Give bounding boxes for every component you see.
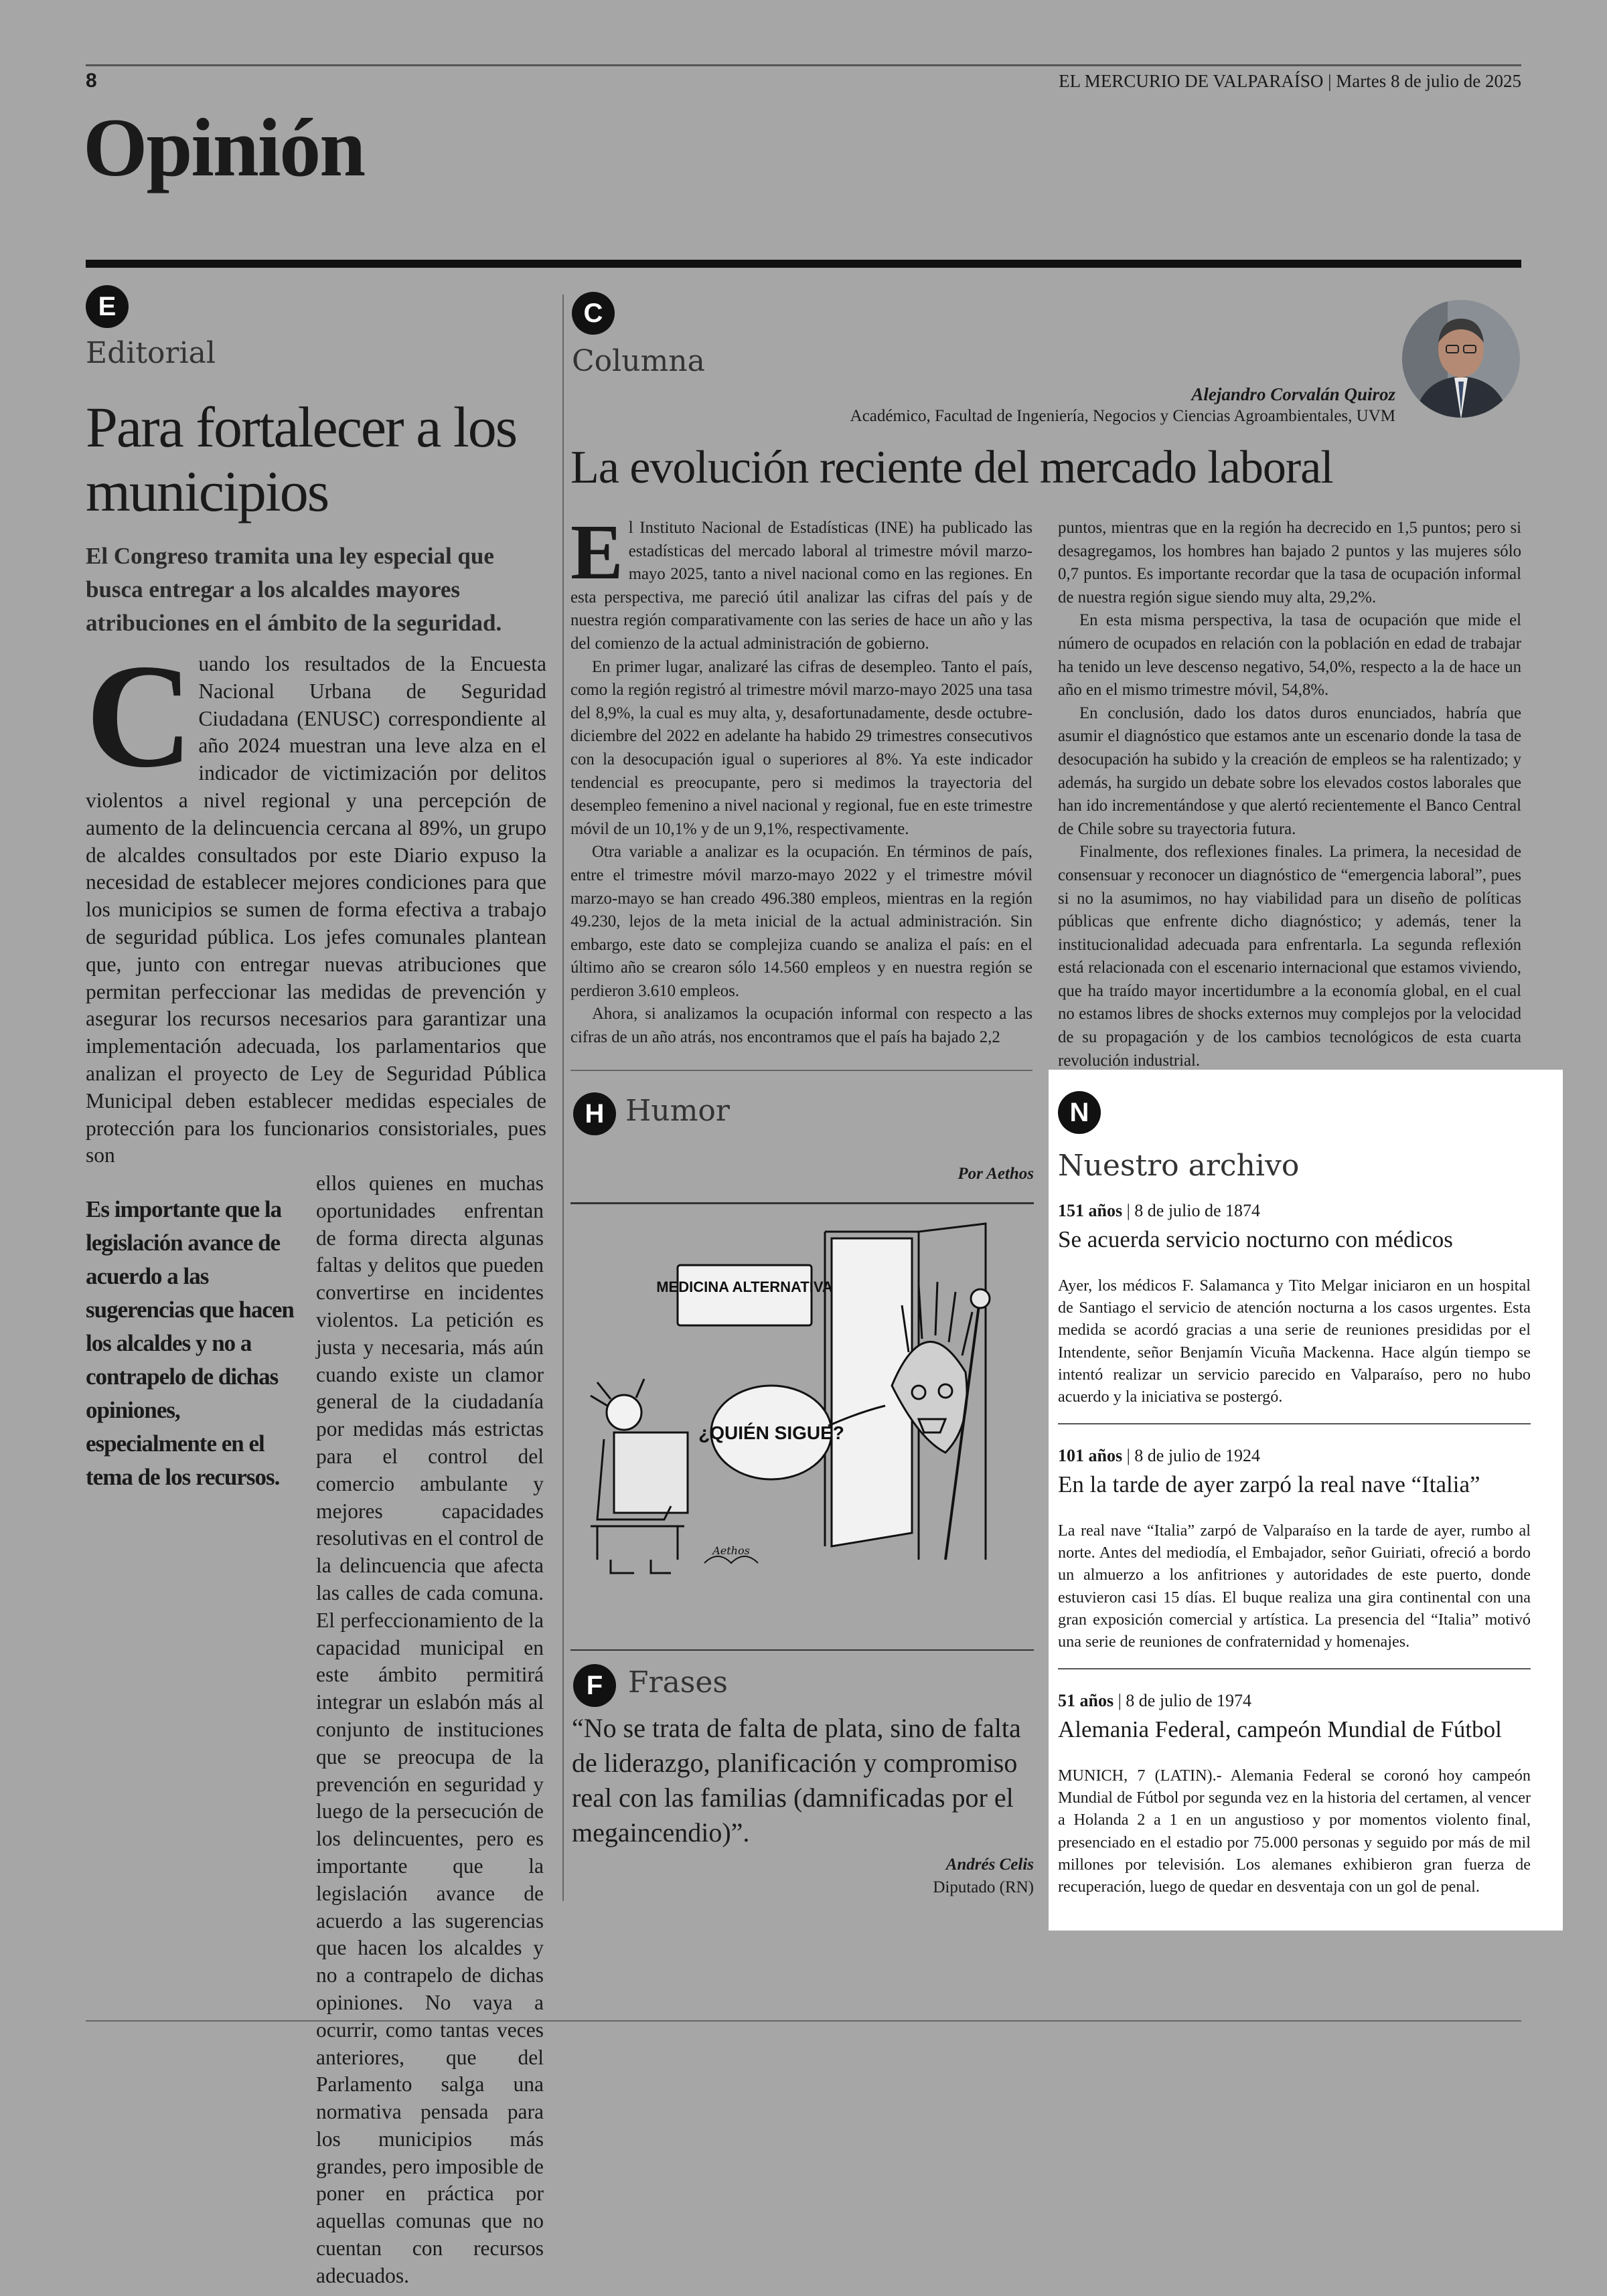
column-paragraph: puntos, mientras que en la región ha decrecido en 1,5 puntos; pero si desagregamos, los hombres han bajado 2 puntos y las mujeres sólo 0,7 puntos. Es importante recordar que la tasa de ocupación informal de nuestra región sigue siendo muy alta, 29,2%.	[1058, 519, 1521, 606]
humor-bottom-rule	[570, 1649, 1034, 1651]
section-heavy-rule	[86, 260, 1521, 268]
column-text-left	[570, 508, 1032, 1059]
archive-item-meta: 151 años | 8 de julio de 1874	[1058, 1201, 1261, 1220]
archive-divider	[1058, 1668, 1531, 1669]
column-headline: La evolución reciente del mercado laboral	[570, 442, 1333, 493]
masthead-line	[1059, 71, 1521, 92]
archive-item	[1058, 1446, 1531, 1653]
humor-label: Humor	[625, 1094, 730, 1128]
author-photo	[1401, 299, 1521, 419]
archive-item-years: 151 años	[1058, 1201, 1123, 1220]
frases-role: Diputado (RN)	[933, 1878, 1034, 1896]
archive-item-meta: 51 años | 8 de julio de 1974	[1058, 1691, 1252, 1710]
archive-item-body: Ayer, los médicos F. Salamanca y Tito Melgar iniciaron en un hospital de Santiago el servicio de atención nocturna a los casos urgentes. Esta medida se acordó gracias a una serie de reuniones presididas por el Intendente, señor Benjamín Vicuña Mackenna. Hace algún tiempo se intentó realizar un servicio parecido en Valparaíso, pero no hubo acuerdo y la iniciativa se postergó.	[1058, 1277, 1531, 1406]
frases-author: Andrés Celis	[945, 1856, 1034, 1874]
cartoon-sign-text: MEDICINA ALTERNATIVA	[656, 1279, 833, 1295]
editorial-headline: Para fortalecer a los municipios	[86, 395, 517, 523]
editorial-badge: E	[86, 285, 129, 328]
humor-badge: H	[573, 1092, 616, 1135]
archive-item-date: 8 de julio de 1874	[1134, 1201, 1261, 1220]
column-label: Columna	[572, 344, 705, 378]
newspaper-name: EL MERCURIO DE VALPARAÍSO	[1059, 71, 1324, 91]
frases-label: Frases	[628, 1665, 728, 1700]
editorial-body-part-1: uando los resultados de la Encuesta Nacional Urbana de Seguridad Ciudadana (ENUSC) correspondiente al año 2024 muestran una leve alza en el indicador de victimización por delitos violentos a nivel regional y una percepción de aumento de la delincuencia cercana al 89%, un grupo de alcaldes consultados por este Diario expuso la necesidad de establecer mejores condiciones para que los municipios se sumen de forma efectiva a trabajo de seguridad pública. Los jefes comunales plantean que, junto con entregar nuevas atribuciones que permitan perfeccionar las medidas de prevención y asegurar los recursos necesarios para garantizar una implementación adecuada, los parlamentarios que analizan el proyecto de Ley de Seguridad Pública Municipal deben establecer medidas especiales de protección para los funcionarios consistoriales, pues son	[86, 652, 546, 1167]
archive-item-years: 51 años	[1058, 1691, 1114, 1710]
editorial-deck: El Congreso tramita una ley especial que busca entregar a los alcaldes mayores atribuciones en el ámbito de la seguridad.	[86, 543, 502, 636]
archive-badge: N	[1058, 1091, 1101, 1134]
column-paragraph: l Instituto Nacional de Estadísticas (INE) ha publicado las estadísticas del mercado laboral al trimestre móvil marzo-mayo 2025, tanto a nivel nacional como en las regiones. En esta perspectiva, me pareció útil analizar las cifras del país y de nuestra región comparativamente con las series de hace un año y las del comienzo de la actual administración de gobierno.	[570, 519, 1032, 653]
editorial-body-part-2: ellos quienes en muchas oportunidades enfrentan de forma directa algunas faltas y delitos que pueden convertirse en incidentes violentos. La petición es justa y necesaria, más aún cuando existe un clamor general de la ciudadanía por medidas más estrictas para el control del comercio ambulante y mejores capacidades resolutivas en el control de la delincuencia que afecta las calles de cada comuna. El perfeccionamiento de la capacidad municipal en este ámbito permitirá integrar un eslabón más al conjunto de instituciones que se preocupa de la prevención en seguridad y luego de la persecución de los delincuentes, pero es importante que la legislación avance de acuerdo a las sugerencias que hacen los alcaldes y no a contrapelo de dichas opiniones. No vaya a ocurrir, como tantas veces anteriores, que del Parlamento salga una normativa pensada para los municipios más grandes, pero imposible de poner en práctica por aquellas comunas que no cuentan con recursos adecuados.	[316, 1171, 544, 2287]
column-drop-cap: E	[570, 508, 623, 596]
archive-item-body: La real nave “Italia” zarpó de Valparaíso en la tarde de ayer, rumbo al norte. Antes del mediodía, el Embajador, señor Guiriati, ofreció a bordo un almuerzo a los anfitriones y autoridades de este puerto, donde estuvieron casi 15 días. El buque realiza una gira continental con una gran exposición comercial y artística. La presencia del “Italia” motivó una serie de reuniones de confraternidad y homenajes.	[1058, 1522, 1531, 1651]
frases-badge: F	[573, 1664, 616, 1707]
archive-item-title: En la tarde de ayer zarpó la real nave “Italia”	[1058, 1471, 1480, 1497]
column-paragraph: Ahora, si analizamos la ocupación informal con respecto a las cifras de un año atrás, nos encontramos que el país ha bajado 2,2	[570, 1005, 1032, 1047]
column-divider	[562, 295, 564, 1901]
editorial-body-top	[86, 634, 546, 1167]
issue-date: Martes 8 de julio de 2025	[1336, 71, 1521, 91]
archive-item-date: 8 de julio de 1974	[1126, 1691, 1252, 1710]
editorial-pull-quote: Es importante que la legislación avance de acuerdo a las sugerencias que hacen los alcaldes y no a contrapelo de dichas opiniones, especialmente en el tema de los recursos.	[86, 1196, 294, 1490]
editorial-body-narrow	[316, 1170, 544, 2287]
archive-divider	[1058, 1423, 1531, 1424]
footer-rule	[86, 2020, 1521, 2022]
archive-item-date: 8 de julio de 1924	[1134, 1446, 1261, 1465]
archive-item-title: Alemania Federal, campeón Mundial de Fútbol	[1058, 1716, 1502, 1742]
column-paragraph: Otra variable a analizar es la ocupación. En términos de país, entre el trimestre móvil marzo-mayo 2022 y el trimestre móvil marzo-mayo se han creado 496.380 empleos, mientras en la región 49.230, lejos de la meta inicial de la actual administración. Sin embargo, este dato se complejiza cuando se analiza el país: en el último año se crearon sólo 14.560 empleos y en nuestra región se perdieron 3.610 empleos.	[570, 843, 1032, 1000]
editorial-label: Editorial	[86, 336, 216, 370]
section-title: Opinión	[83, 102, 365, 193]
archive-box	[1049, 1070, 1563, 1931]
column-badge: C	[572, 292, 615, 335]
cartoon-signature: Aethos	[712, 1544, 750, 1557]
cartoon-bubble-text: ¿QUIÉN SIGUE?	[698, 1422, 844, 1443]
humor-credit: Por Aethos	[958, 1165, 1034, 1183]
column-text-right	[1058, 517, 1521, 1070]
archive-item	[1058, 1201, 1531, 1408]
header-top-rule	[86, 64, 1521, 66]
column-author-title: Académico, Facultad de Ingeniería, Negocios y Ciencias Agroambientales, UVM	[850, 407, 1395, 425]
column-end-rule	[570, 1070, 1032, 1071]
archive-item-body: MUNICH, 7 (LATIN).- Alemania Federal se coronó hoy campeón Mundial de Fútbol por segunda vez en la historia del certamen, al vencer a Holanda 2 a 1 en un angustioso y por momentos violento final, presenciado en el estadio por 75.000 personas y seguido por más de mil millones por televisión. Los alemanes exhibieron gran fuerza de recuperación, luego de quedar en desventaja con un gol de penal.	[1058, 1767, 1531, 1896]
archive-item	[1058, 1691, 1531, 1898]
column-paragraph: En conclusión, dado los datos duros enunciados, habría que asumir el diagnóstico que estamos ante un escenario donde la tasa de desocupación ha subido y la creación de empleos se ha ralentizado; y además, ha surgido un debate sobre los elevados costos laborales que han ido incrementándose y que alertó recientemente el Banco Central de Chile sobre su trayectoria futura.	[1058, 704, 1521, 838]
column-paragraph: En primer lugar, analizaré las cifras de desempleo. Tanto el país, como la región registró al trimestre móvil marzo-mayo 2025 una tasa del 8,9%, la cual es muy alta, y, desafortunadamente, desde octubre-diciembre del 2022 en adelante ha habido 29 trimestres consecutivos con la desocupación igual o superiores al 8%. Ya este indicador tendencial es preocupante, pero si medimos la trayectoria del desempleo femenino a nivel nacional y regional, fue en este trimestre móvil de un 10,1% y de un 9,1%, respectivamente.	[570, 657, 1032, 838]
humor-top-rule	[570, 1202, 1034, 1204]
editorial-drop-cap: C	[86, 634, 194, 799]
cartoon	[570, 1212, 1034, 1586]
masthead-separator: |	[1328, 71, 1336, 91]
column-paragraph: Finalmente, dos reflexiones finales. La primera, la necesidad de consensuar y reconocer un diagnóstico de “emergencia laboral”, pues si no la asumimos, no hay viabilidad para un diseño de políticas públicas que enfrente dicho diagnóstico; y además, tener la institucionalidad adecuada para enfrentarla. La segunda reflexión está relacionada con el escenario internacional que estamos viviendo, que ha traído mayor incertidumbre a la economía global, en el cual no estamos libres de shocks externos muy complejos por la velocidad de su propagación y de los cambios tecnológicos de esta cuarta revolución industrial.	[1058, 843, 1521, 1070]
column-paragraph: En esta misma perspectiva, la tasa de ocupación que mide el número de ocupados en relación con la población en edad de trabajar ha tenido un leve descenso negativo, 54,0%, respecto a la de hace un año en el mismo trimestre móvil, 54,8%.	[1058, 611, 1521, 700]
frases-quote: “No se trata de falta de plata, sino de falta de liderazgo, planificación y compromiso real con las familias (damnificadas por el megaincendio)”.	[572, 1713, 1021, 1848]
archive-item-title: Se acuerda servicio nocturno con médicos	[1058, 1226, 1453, 1252]
column-author: Alejandro Corvalán Quiroz	[1191, 384, 1395, 404]
page-number: 8	[86, 70, 97, 92]
archive-label: Nuestro archivo	[1058, 1149, 1300, 1183]
archive-item-meta: 101 años | 8 de julio de 1924	[1058, 1446, 1261, 1465]
archive-item-years: 101 años	[1058, 1446, 1123, 1465]
